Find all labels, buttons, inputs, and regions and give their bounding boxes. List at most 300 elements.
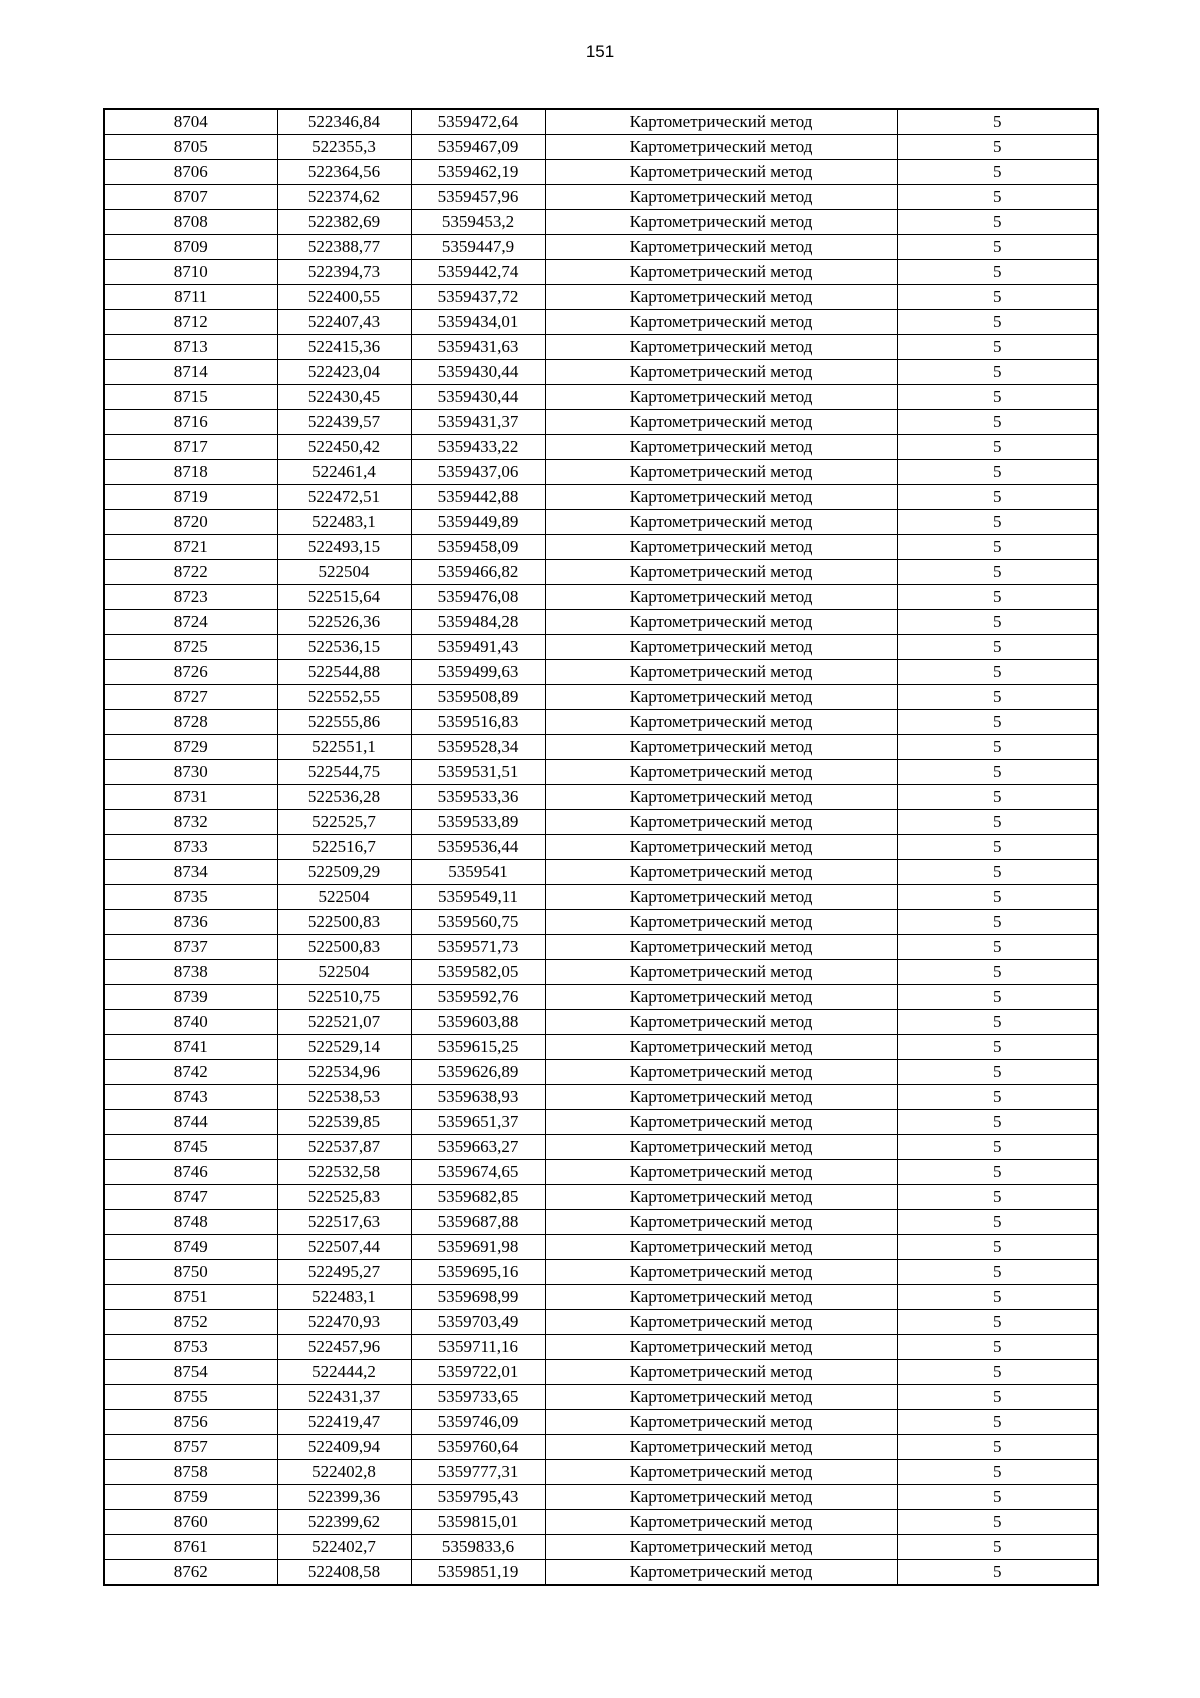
y-coordinate-cell: 5359592,76 — [411, 985, 545, 1010]
x-coordinate-cell: 522504 — [277, 560, 411, 585]
x-coordinate-cell: 522500,83 — [277, 910, 411, 935]
method-cell: Картометрический метод — [545, 960, 897, 985]
y-coordinate-cell: 5359703,49 — [411, 1310, 545, 1335]
point-number-cell: 8721 — [104, 535, 277, 560]
accuracy-cell: 5 — [897, 1160, 1098, 1185]
y-coordinate-cell: 5359722,01 — [411, 1360, 545, 1385]
point-number-cell: 8736 — [104, 910, 277, 935]
x-coordinate-cell: 522538,53 — [277, 1085, 411, 1110]
accuracy-cell: 5 — [897, 335, 1098, 360]
table-row — [104, 635, 1098, 660]
x-coordinate-cell: 522415,36 — [277, 335, 411, 360]
point-number-cell: 8712 — [104, 310, 277, 335]
x-coordinate-cell: 522517,63 — [277, 1210, 411, 1235]
x-coordinate-cell: 522483,1 — [277, 1285, 411, 1310]
table-row — [104, 410, 1098, 435]
table-row — [104, 1310, 1098, 1335]
x-coordinate-cell: 522516,7 — [277, 835, 411, 860]
y-coordinate-cell: 5359682,85 — [411, 1185, 545, 1210]
table-row — [104, 109, 1098, 135]
y-coordinate-cell: 5359433,22 — [411, 435, 545, 460]
point-number-cell: 8755 — [104, 1385, 277, 1410]
table-row — [104, 1285, 1098, 1310]
method-cell: Картометрический метод — [545, 135, 897, 160]
x-coordinate-cell: 522515,64 — [277, 585, 411, 610]
accuracy-cell: 5 — [897, 460, 1098, 485]
y-coordinate-cell: 5359430,44 — [411, 385, 545, 410]
x-coordinate-cell: 522423,04 — [277, 360, 411, 385]
method-cell: Картометрический метод — [545, 810, 897, 835]
accuracy-cell: 5 — [897, 1535, 1098, 1560]
x-coordinate-cell: 522544,88 — [277, 660, 411, 685]
table-row — [104, 810, 1098, 835]
x-coordinate-cell: 522461,4 — [277, 460, 411, 485]
method-cell: Картометрический метод — [545, 160, 897, 185]
point-number-cell: 8734 — [104, 860, 277, 885]
point-number-cell: 8729 — [104, 735, 277, 760]
y-coordinate-cell: 5359674,65 — [411, 1160, 545, 1185]
method-cell: Картометрический метод — [545, 1335, 897, 1360]
x-coordinate-cell: 522399,62 — [277, 1510, 411, 1535]
x-coordinate-cell: 522555,86 — [277, 710, 411, 735]
accuracy-cell: 5 — [897, 1410, 1098, 1435]
method-cell: Картометрический метод — [545, 1385, 897, 1410]
y-coordinate-cell: 5359508,89 — [411, 685, 545, 710]
method-cell: Картометрический метод — [545, 1285, 897, 1310]
accuracy-cell: 5 — [897, 1210, 1098, 1235]
point-number-cell: 8708 — [104, 210, 277, 235]
method-cell: Картометрический метод — [545, 1035, 897, 1060]
table-row — [104, 160, 1098, 185]
method-cell: Картометрический метод — [545, 1410, 897, 1435]
x-coordinate-cell: 522493,15 — [277, 535, 411, 560]
accuracy-cell: 5 — [897, 410, 1098, 435]
x-coordinate-cell: 522507,44 — [277, 1235, 411, 1260]
accuracy-cell: 5 — [897, 1260, 1098, 1285]
table-row — [104, 1160, 1098, 1185]
point-number-cell: 8750 — [104, 1260, 277, 1285]
accuracy-cell: 5 — [897, 1485, 1098, 1510]
x-coordinate-cell: 522346,84 — [277, 109, 411, 135]
x-coordinate-cell: 522394,73 — [277, 260, 411, 285]
method-cell: Картометрический метод — [545, 1185, 897, 1210]
method-cell: Картометрический метод — [545, 460, 897, 485]
table-row — [104, 1360, 1098, 1385]
y-coordinate-cell: 5359457,96 — [411, 185, 545, 210]
accuracy-cell: 5 — [897, 310, 1098, 335]
method-cell: Картометрический метод — [545, 735, 897, 760]
table-row — [104, 535, 1098, 560]
coordinates-table — [103, 108, 1099, 1586]
method-cell: Картометрический метод — [545, 510, 897, 535]
table-row — [104, 760, 1098, 785]
table-row — [104, 885, 1098, 910]
method-cell: Картометрический метод — [545, 860, 897, 885]
accuracy-cell: 5 — [897, 1335, 1098, 1360]
accuracy-cell: 5 — [897, 210, 1098, 235]
method-cell: Картометрический метод — [545, 910, 897, 935]
accuracy-cell: 5 — [897, 685, 1098, 710]
x-coordinate-cell: 522483,1 — [277, 510, 411, 535]
table-row — [104, 235, 1098, 260]
method-cell: Картометрический метод — [545, 435, 897, 460]
x-coordinate-cell: 522439,57 — [277, 410, 411, 435]
y-coordinate-cell: 5359541 — [411, 860, 545, 885]
x-coordinate-cell: 522525,83 — [277, 1185, 411, 1210]
accuracy-cell: 5 — [897, 535, 1098, 560]
accuracy-cell: 5 — [897, 1235, 1098, 1260]
accuracy-cell: 5 — [897, 1460, 1098, 1485]
table-row — [104, 1035, 1098, 1060]
table-row — [104, 860, 1098, 885]
method-cell: Картометрический метод — [545, 760, 897, 785]
table-row — [104, 1110, 1098, 1135]
y-coordinate-cell: 5359431,63 — [411, 335, 545, 360]
y-coordinate-cell: 5359536,44 — [411, 835, 545, 860]
point-number-cell: 8710 — [104, 260, 277, 285]
x-coordinate-cell: 522450,42 — [277, 435, 411, 460]
table-row — [104, 1410, 1098, 1435]
table-row — [104, 1385, 1098, 1410]
table-row — [104, 1235, 1098, 1260]
y-coordinate-cell: 5359746,09 — [411, 1410, 545, 1435]
method-cell: Картометрический метод — [545, 660, 897, 685]
table-row — [104, 1560, 1098, 1586]
table-row — [104, 960, 1098, 985]
table-row — [104, 735, 1098, 760]
x-coordinate-cell: 522537,87 — [277, 1135, 411, 1160]
y-coordinate-cell: 5359462,19 — [411, 160, 545, 185]
y-coordinate-cell: 5359733,65 — [411, 1385, 545, 1410]
method-cell: Картометрический метод — [545, 835, 897, 860]
y-coordinate-cell: 5359560,75 — [411, 910, 545, 935]
point-number-cell: 8748 — [104, 1210, 277, 1235]
table-row — [104, 260, 1098, 285]
y-coordinate-cell: 5359442,74 — [411, 260, 545, 285]
point-number-cell: 8726 — [104, 660, 277, 685]
point-number-cell: 8731 — [104, 785, 277, 810]
table-row — [104, 460, 1098, 485]
method-cell: Картометрический метод — [545, 1210, 897, 1235]
method-cell: Картометрический метод — [545, 260, 897, 285]
x-coordinate-cell: 522444,2 — [277, 1360, 411, 1385]
accuracy-cell: 5 — [897, 260, 1098, 285]
table-row — [104, 710, 1098, 735]
accuracy-cell: 5 — [897, 109, 1098, 135]
accuracy-cell: 5 — [897, 1435, 1098, 1460]
table-row — [104, 1485, 1098, 1510]
point-number-cell: 8747 — [104, 1185, 277, 1210]
x-coordinate-cell: 522388,77 — [277, 235, 411, 260]
y-coordinate-cell: 5359430,44 — [411, 360, 545, 385]
table-row — [104, 935, 1098, 960]
point-number-cell: 8757 — [104, 1435, 277, 1460]
accuracy-cell: 5 — [897, 785, 1098, 810]
accuracy-cell: 5 — [897, 610, 1098, 635]
method-cell: Картометрический метод — [545, 610, 897, 635]
method-cell: Картометрический метод — [545, 385, 897, 410]
accuracy-cell: 5 — [897, 860, 1098, 885]
point-number-cell: 8758 — [104, 1460, 277, 1485]
method-cell: Картометрический метод — [545, 1435, 897, 1460]
y-coordinate-cell: 5359651,37 — [411, 1110, 545, 1135]
accuracy-cell: 5 — [897, 885, 1098, 910]
point-number-cell: 8744 — [104, 1110, 277, 1135]
table-row — [104, 210, 1098, 235]
point-number-cell: 8725 — [104, 635, 277, 660]
table-row — [104, 1260, 1098, 1285]
x-coordinate-cell: 522539,85 — [277, 1110, 411, 1135]
x-coordinate-cell: 522364,56 — [277, 160, 411, 185]
method-cell: Картометрический метод — [545, 1060, 897, 1085]
point-number-cell: 8739 — [104, 985, 277, 1010]
accuracy-cell: 5 — [897, 1510, 1098, 1535]
y-coordinate-cell: 5359531,51 — [411, 760, 545, 785]
accuracy-cell: 5 — [897, 635, 1098, 660]
y-coordinate-cell: 5359698,99 — [411, 1285, 545, 1310]
accuracy-cell: 5 — [897, 1385, 1098, 1410]
point-number-cell: 8742 — [104, 1060, 277, 1085]
x-coordinate-cell: 522402,8 — [277, 1460, 411, 1485]
table-row — [104, 285, 1098, 310]
accuracy-cell: 5 — [897, 585, 1098, 610]
x-coordinate-cell: 522529,14 — [277, 1035, 411, 1060]
method-cell: Картометрический метод — [545, 585, 897, 610]
accuracy-cell: 5 — [897, 1185, 1098, 1210]
table-row — [104, 185, 1098, 210]
table-row — [104, 585, 1098, 610]
accuracy-cell: 5 — [897, 1560, 1098, 1586]
point-number-cell: 8752 — [104, 1310, 277, 1335]
x-coordinate-cell: 522457,96 — [277, 1335, 411, 1360]
y-coordinate-cell: 5359571,73 — [411, 935, 545, 960]
accuracy-cell: 5 — [897, 735, 1098, 760]
point-number-cell: 8718 — [104, 460, 277, 485]
point-number-cell: 8704 — [104, 109, 277, 135]
y-coordinate-cell: 5359491,43 — [411, 635, 545, 660]
method-cell: Картометрический метод — [545, 360, 897, 385]
table-row — [104, 1460, 1098, 1485]
x-coordinate-cell: 522525,7 — [277, 810, 411, 835]
method-cell: Картометрический метод — [545, 1260, 897, 1285]
method-cell: Картометрический метод — [545, 1160, 897, 1185]
accuracy-cell: 5 — [897, 1135, 1098, 1160]
table-row — [104, 360, 1098, 385]
point-number-cell: 8728 — [104, 710, 277, 735]
method-cell: Картометрический метод — [545, 1085, 897, 1110]
accuracy-cell: 5 — [897, 360, 1098, 385]
accuracy-cell: 5 — [897, 1310, 1098, 1335]
table-row — [104, 985, 1098, 1010]
y-coordinate-cell: 5359695,16 — [411, 1260, 545, 1285]
table-row — [104, 1510, 1098, 1535]
accuracy-cell: 5 — [897, 1110, 1098, 1135]
method-cell: Картометрический метод — [545, 885, 897, 910]
method-cell: Картометрический метод — [545, 685, 897, 710]
point-number-cell: 8743 — [104, 1085, 277, 1110]
table-row — [104, 1135, 1098, 1160]
table-row — [104, 1335, 1098, 1360]
x-coordinate-cell: 522374,62 — [277, 185, 411, 210]
point-number-cell: 8745 — [104, 1135, 277, 1160]
method-cell: Картометрический метод — [545, 185, 897, 210]
method-cell: Картометрический метод — [545, 1135, 897, 1160]
y-coordinate-cell: 5359484,28 — [411, 610, 545, 635]
table-row — [104, 1085, 1098, 1110]
method-cell: Картометрический метод — [545, 535, 897, 560]
y-coordinate-cell: 5359615,25 — [411, 1035, 545, 1060]
x-coordinate-cell: 522419,47 — [277, 1410, 411, 1435]
accuracy-cell: 5 — [897, 1285, 1098, 1310]
y-coordinate-cell: 5359437,06 — [411, 460, 545, 485]
y-coordinate-cell: 5359476,08 — [411, 585, 545, 610]
method-cell: Картометрический метод — [545, 1235, 897, 1260]
method-cell: Картометрический метод — [545, 710, 897, 735]
x-coordinate-cell: 522470,93 — [277, 1310, 411, 1335]
table-row — [104, 310, 1098, 335]
y-coordinate-cell: 5359815,01 — [411, 1510, 545, 1535]
point-number-cell: 8756 — [104, 1410, 277, 1435]
y-coordinate-cell: 5359453,2 — [411, 210, 545, 235]
y-coordinate-cell: 5359777,31 — [411, 1460, 545, 1485]
point-number-cell: 8746 — [104, 1160, 277, 1185]
y-coordinate-cell: 5359447,9 — [411, 235, 545, 260]
method-cell: Картометрический метод — [545, 1360, 897, 1385]
accuracy-cell: 5 — [897, 1010, 1098, 1035]
table-row — [104, 1210, 1098, 1235]
point-number-cell: 8716 — [104, 410, 277, 435]
accuracy-cell: 5 — [897, 985, 1098, 1010]
accuracy-cell: 5 — [897, 160, 1098, 185]
method-cell: Картометрический метод — [545, 785, 897, 810]
table-row — [104, 835, 1098, 860]
x-coordinate-cell: 522399,36 — [277, 1485, 411, 1510]
point-number-cell: 8759 — [104, 1485, 277, 1510]
y-coordinate-cell: 5359434,01 — [411, 310, 545, 335]
point-number-cell: 8707 — [104, 185, 277, 210]
point-number-cell: 8705 — [104, 135, 277, 160]
y-coordinate-cell: 5359449,89 — [411, 510, 545, 535]
point-number-cell: 8722 — [104, 560, 277, 585]
point-number-cell: 8720 — [104, 510, 277, 535]
accuracy-cell: 5 — [897, 435, 1098, 460]
y-coordinate-cell: 5359603,88 — [411, 1010, 545, 1035]
point-number-cell: 8740 — [104, 1010, 277, 1035]
table-row — [104, 485, 1098, 510]
point-number-cell: 8735 — [104, 885, 277, 910]
method-cell: Картометрический метод — [545, 210, 897, 235]
x-coordinate-cell: 522400,55 — [277, 285, 411, 310]
x-coordinate-cell: 522472,51 — [277, 485, 411, 510]
y-coordinate-cell: 5359549,11 — [411, 885, 545, 910]
accuracy-cell: 5 — [897, 1360, 1098, 1385]
accuracy-cell: 5 — [897, 660, 1098, 685]
y-coordinate-cell: 5359691,98 — [411, 1235, 545, 1260]
y-coordinate-cell: 5359533,89 — [411, 810, 545, 835]
table-row — [104, 560, 1098, 585]
y-coordinate-cell: 5359833,6 — [411, 1535, 545, 1560]
x-coordinate-cell: 522408,58 — [277, 1560, 411, 1586]
table-row — [104, 1435, 1098, 1460]
point-number-cell: 8738 — [104, 960, 277, 985]
point-number-cell: 8706 — [104, 160, 277, 185]
method-cell: Картометрический метод — [545, 1510, 897, 1535]
point-number-cell: 8719 — [104, 485, 277, 510]
y-coordinate-cell: 5359851,19 — [411, 1560, 545, 1586]
x-coordinate-cell: 522552,55 — [277, 685, 411, 710]
x-coordinate-cell: 522382,69 — [277, 210, 411, 235]
x-coordinate-cell: 522510,75 — [277, 985, 411, 1010]
point-number-cell: 8751 — [104, 1285, 277, 1310]
point-number-cell: 8737 — [104, 935, 277, 960]
accuracy-cell: 5 — [897, 185, 1098, 210]
x-coordinate-cell: 522544,75 — [277, 760, 411, 785]
accuracy-cell: 5 — [897, 760, 1098, 785]
x-coordinate-cell: 522500,83 — [277, 935, 411, 960]
method-cell: Картометрический метод — [545, 1310, 897, 1335]
y-coordinate-cell: 5359437,72 — [411, 285, 545, 310]
point-number-cell: 8727 — [104, 685, 277, 710]
x-coordinate-cell: 522402,7 — [277, 1535, 411, 1560]
method-cell: Картометрический метод — [545, 1535, 897, 1560]
method-cell: Картометрический метод — [545, 1010, 897, 1035]
table-row — [104, 1060, 1098, 1085]
y-coordinate-cell: 5359711,16 — [411, 1335, 545, 1360]
x-coordinate-cell: 522409,94 — [277, 1435, 411, 1460]
accuracy-cell: 5 — [897, 485, 1098, 510]
x-coordinate-cell: 522504 — [277, 885, 411, 910]
method-cell: Картометрический метод — [545, 935, 897, 960]
table-row — [104, 1535, 1098, 1560]
x-coordinate-cell: 522504 — [277, 960, 411, 985]
method-cell: Картометрический метод — [545, 410, 897, 435]
y-coordinate-cell: 5359582,05 — [411, 960, 545, 985]
y-coordinate-cell: 5359663,27 — [411, 1135, 545, 1160]
x-coordinate-cell: 522430,45 — [277, 385, 411, 410]
point-number-cell: 8753 — [104, 1335, 277, 1360]
y-coordinate-cell: 5359442,88 — [411, 485, 545, 510]
point-number-cell: 8717 — [104, 435, 277, 460]
y-coordinate-cell: 5359499,63 — [411, 660, 545, 685]
coordinates-table-body — [104, 109, 1098, 1585]
point-number-cell: 8711 — [104, 285, 277, 310]
y-coordinate-cell: 5359626,89 — [411, 1060, 545, 1085]
x-coordinate-cell: 522536,15 — [277, 635, 411, 660]
accuracy-cell: 5 — [897, 560, 1098, 585]
point-number-cell: 8749 — [104, 1235, 277, 1260]
x-coordinate-cell: 522407,43 — [277, 310, 411, 335]
accuracy-cell: 5 — [897, 710, 1098, 735]
y-coordinate-cell: 5359795,43 — [411, 1485, 545, 1510]
method-cell: Картометрический метод — [545, 635, 897, 660]
method-cell: Картометрический метод — [545, 285, 897, 310]
x-coordinate-cell: 522509,29 — [277, 860, 411, 885]
accuracy-cell: 5 — [897, 235, 1098, 260]
method-cell: Картометрический метод — [545, 1460, 897, 1485]
point-number-cell: 8723 — [104, 585, 277, 610]
y-coordinate-cell: 5359516,83 — [411, 710, 545, 735]
table-row — [104, 910, 1098, 935]
y-coordinate-cell: 5359528,34 — [411, 735, 545, 760]
table-row — [104, 610, 1098, 635]
x-coordinate-cell: 522551,1 — [277, 735, 411, 760]
x-coordinate-cell: 522355,3 — [277, 135, 411, 160]
accuracy-cell: 5 — [897, 285, 1098, 310]
point-number-cell: 8762 — [104, 1560, 277, 1586]
x-coordinate-cell: 522534,96 — [277, 1060, 411, 1085]
point-number-cell: 8709 — [104, 235, 277, 260]
table-row — [104, 510, 1098, 535]
